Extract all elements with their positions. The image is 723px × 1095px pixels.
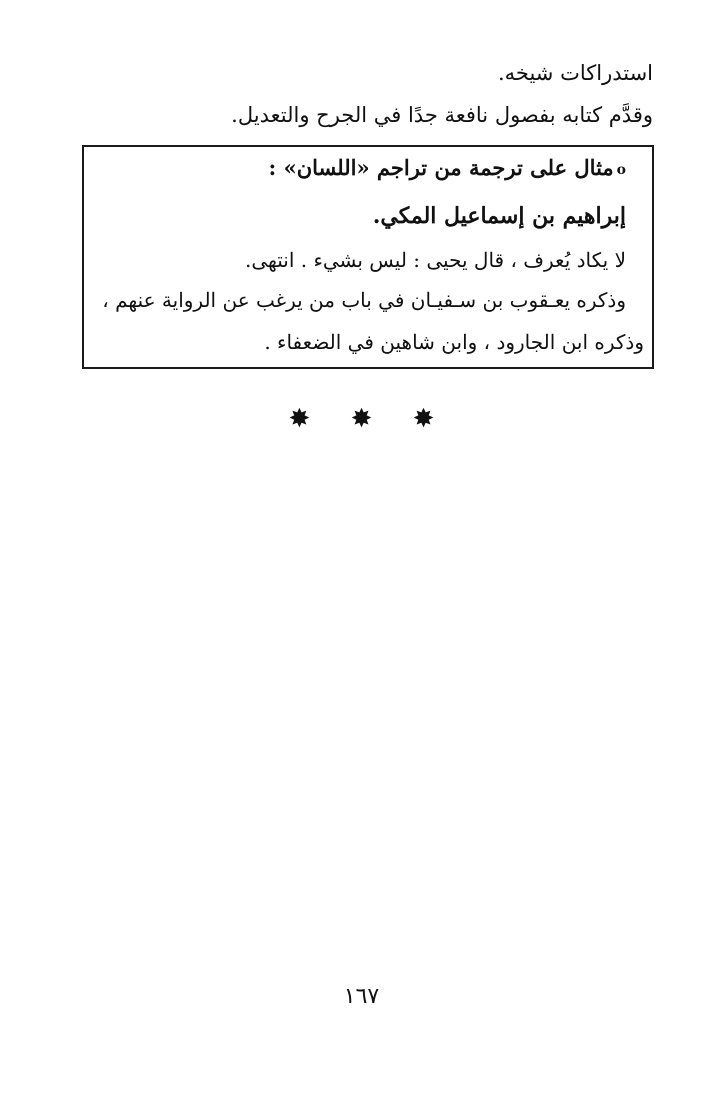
entry-text-line: وذكره يعـقوب بن سـفيـان في باب من يرغب عن الرواية عنهم ، bbox=[102, 288, 626, 312]
text-line-continuation: استدراكات شيخه. bbox=[497, 61, 653, 85]
entry-text-line: لا يكاد يُعرف ، قال يحيى : ليس بشيء . انتهى. bbox=[244, 248, 626, 272]
star-icon: ✸ bbox=[412, 404, 435, 434]
star-icon: ✸ bbox=[350, 404, 373, 434]
narrator-name: إبراهيم بن إسماعيل المكي. bbox=[372, 203, 626, 229]
entry-text-line: وذكره ابن الجارود ، وابن شاهين في الضعفاء . bbox=[264, 330, 644, 354]
text-line-intro-chapters: وقدَّم كتابه بفصول نافعة جدًا في الجرح والتعديل. bbox=[231, 103, 653, 127]
example-heading bbox=[269, 153, 626, 185]
example-heading-text: مثال على ترجمة من تراجم «اللسان» : bbox=[268, 155, 614, 180]
section-separator-stars-icon bbox=[0, 404, 723, 434]
example-entry-box bbox=[82, 145, 654, 369]
hollow-circle-bullet-icon: o bbox=[616, 162, 626, 178]
star-icon: ✸ bbox=[288, 404, 311, 434]
page-number: ١٦٧ bbox=[343, 984, 380, 1009]
